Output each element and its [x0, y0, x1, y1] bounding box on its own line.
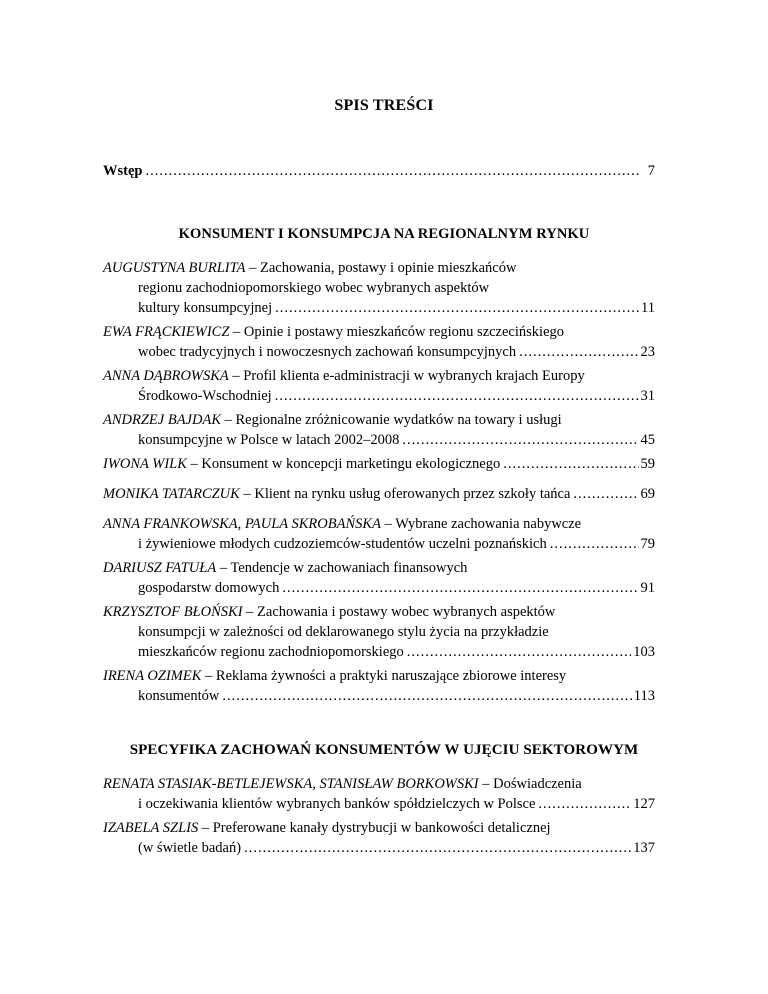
entry-author: IRENA OZIMEK [103, 668, 202, 684]
leader-dots [407, 642, 631, 662]
entry-title: Klient na rynku usług oferowanych przez szkoły tańca [254, 486, 571, 502]
toc-entry[interactable]: ANDRZEJ BAJDAK – Regionalne zróżnicowanie wydatków na towary i usługi konsumpcyjne w Polsce w latach 2002–2008 ..... 45 [103, 410, 655, 450]
toc-entry[interactable]: ANNA FRANKOWSKA, PAULA SKROBAŃSKA – Wybrane zachowania nabywcze i żywieniowe młodych cudzoziemców-studentów uczelni poznańskich ..... 79 [103, 514, 655, 554]
toc-entry-intro[interactable] [103, 161, 655, 181]
page-number: 59 [640, 456, 655, 472]
section-heading: KONSUMENT I KONSUMPCJA NA REGIONALNYM RYNKU [178, 226, 590, 242]
toc-entry[interactable]: KRZYSZTOF BŁOŃSKI – Zachowania i postawy wobec wybranych aspektów konsumpcji w zależności od deklarowanego stylu życia na przykładzie mieszkańców regionu zachodniopomorskiego ..... 103 [103, 602, 655, 662]
entry-title: Preferowane kanały dystrybucji w bankowości detalicznej [212, 820, 551, 836]
page-number: 79 [640, 536, 655, 552]
toc-entry[interactable]: ANNA DĄBROWSKA – Profil klienta e-administracji w wybranych krajach Europy Środkowo-Wschodniej ..... 31 [103, 366, 655, 406]
leader-dots [550, 534, 639, 554]
leader-dots [222, 686, 631, 706]
leader-dots [275, 386, 639, 406]
page-number: 103 [633, 644, 655, 660]
page-number: 127 [633, 796, 655, 812]
entry-title: kultury konsumpcyjnej [138, 300, 273, 316]
page-number: 113 [633, 688, 655, 704]
page-title: SPIS TREŚCI [334, 97, 434, 114]
entry-title: Regionalne zróżnicowanie wydatków na towary i usługi [235, 412, 562, 428]
entry-title: Reklama żywności a praktyki naruszające zbiorowe interesy [215, 668, 567, 684]
page-number: 137 [633, 840, 655, 856]
leader-dots [573, 484, 638, 504]
entry-title: konsumpcji w zależności od deklarowanego stylu życia na przykładzie [138, 624, 549, 640]
entry-author: KRZYSZTOF BŁOŃSKI [103, 604, 243, 620]
leader-dots [519, 342, 638, 362]
page-number: 69 [640, 486, 655, 502]
entry-author: AUGUSTYNA BURLITA [103, 260, 246, 276]
entry-title: (w świetle badań) [138, 840, 242, 856]
entry-author: ANNA FRANKOWSKA, PAULA SKROBAŃSKA [103, 516, 381, 532]
entry-title: gospodarstw domowych [138, 580, 280, 596]
page-number: 31 [640, 388, 655, 404]
entry-title: Zachowania, postawy i opinie mieszkańców [259, 260, 517, 276]
leader-dots [538, 794, 631, 814]
entry-title: mieszkańców regionu zachodniopomorskiego [138, 644, 404, 660]
page-number: 23 [640, 344, 655, 360]
entry-author: EWA FRĄCKIEWICZ [103, 324, 230, 340]
entry-title: i żywieniowe młodych cudzoziemców-studentów uczelni poznańskich [138, 536, 547, 552]
entry-title: konsumpcyjne w Polsce w latach 2002–2008 [138, 432, 400, 448]
entry-title: Tendencje w zachowaniach finansowych [230, 560, 468, 576]
toc-entry[interactable]: AUGUSTYNA BURLITA – Zachowania, postawy i opinie mieszkańców regionu zachodniopomorskiego wobec wybranych aspektów kultury konsumpcyjnej ..... 11 [103, 258, 655, 318]
leader-dots [244, 838, 631, 858]
leader-dots [282, 578, 638, 598]
leader-dots [402, 430, 638, 450]
toc-entry[interactable]: EWA FRĄCKIEWICZ – Opinie i postawy mieszkańców regionu szczecińskiego wobec tradycyjnych i nowoczesnych zachowań konsumpcyjnych ..... 23 [103, 322, 655, 362]
section-heading: SPECYFIKA ZACHOWAŃ KONSUMENTÓW W UJĘCIU SEKTOROWYM [129, 742, 639, 758]
page-number: 45 [640, 432, 655, 448]
entry-author: IWONA WILK [103, 456, 187, 472]
toc-entry[interactable]: IZABELA SZLIS – Preferowane kanały dystrybucji w bankowości detalicznej (w świetle badań) ..... 137 [103, 818, 655, 858]
entry-title: Profil klienta e-administracji w wybranych krajach Europy [243, 368, 585, 384]
page-number: 7 [647, 163, 655, 179]
toc-entry[interactable]: IRENA OZIMEK – Reklama żywności a praktyki naruszające zbiorowe interesy konsumentów ..... 113 [103, 666, 655, 706]
leader-dots [145, 161, 639, 181]
entry-title: Opinie i postawy mieszkańców regionu szczecińskiego [243, 324, 565, 340]
leader-dots [503, 454, 638, 474]
entry-title: regionu zachodniopomorskiego wobec wybranych aspektów [138, 280, 490, 296]
entry-title: Zachowania i postawy wobec wybranych aspektów [257, 604, 556, 620]
entry-title: Wybrane zachowania nabywcze [395, 516, 582, 532]
entry-author: MONIKA TATARCZUK [103, 486, 240, 502]
entry-author: IZABELA SZLIS [103, 820, 199, 836]
toc-entry[interactable]: DARIUSZ FATUŁA – Tendencje w zachowaniach finansowych gospodarstw domowych ..... 91 [103, 558, 655, 598]
toc-entry[interactable]: RENATA STASIAK-BETLEJEWSKA, STANISŁAW BORKOWSKI – Doświadczenia i oczekiwania klientów wybranych banków spółdzielczych w Polsce ..... 127 [103, 774, 655, 814]
entry-title: konsumentów [138, 688, 220, 704]
entry-author: RENATA STASIAK-BETLEJEWSKA, STANISŁAW BORKOWSKI [103, 776, 479, 792]
toc-entry[interactable]: MONIKA TATARCZUK – Klient na rynku usług oferowanych przez szkoły tańca ..... 69 [103, 484, 655, 504]
entry-title: i oczekiwania klientów wybranych banków spółdzielczych w Polsce [138, 796, 536, 812]
entry-author: DARIUSZ FATUŁA [103, 560, 217, 576]
toc-entry[interactable]: IWONA WILK – Konsument w koncepcji marketingu ekologicznego ..... 59 [103, 454, 655, 474]
entry-title: wobec tradycyjnych i nowoczesnych zachowań konsumpcyjnych [138, 344, 517, 360]
page-number: 91 [640, 580, 655, 596]
entry-title: Konsument w koncepcji marketingu ekologicznego [201, 456, 501, 472]
entry-author: ANNA DĄBROWSKA [103, 368, 229, 384]
entry-title: Środkowo-Wschodniej [138, 388, 272, 404]
entry-author: ANDRZEJ BAJDAK [103, 412, 221, 428]
entry-title: Doświadczenia [493, 776, 582, 792]
page-number: 11 [641, 300, 655, 316]
intro-label: Wstęp [103, 163, 143, 179]
leader-dots [275, 298, 639, 318]
